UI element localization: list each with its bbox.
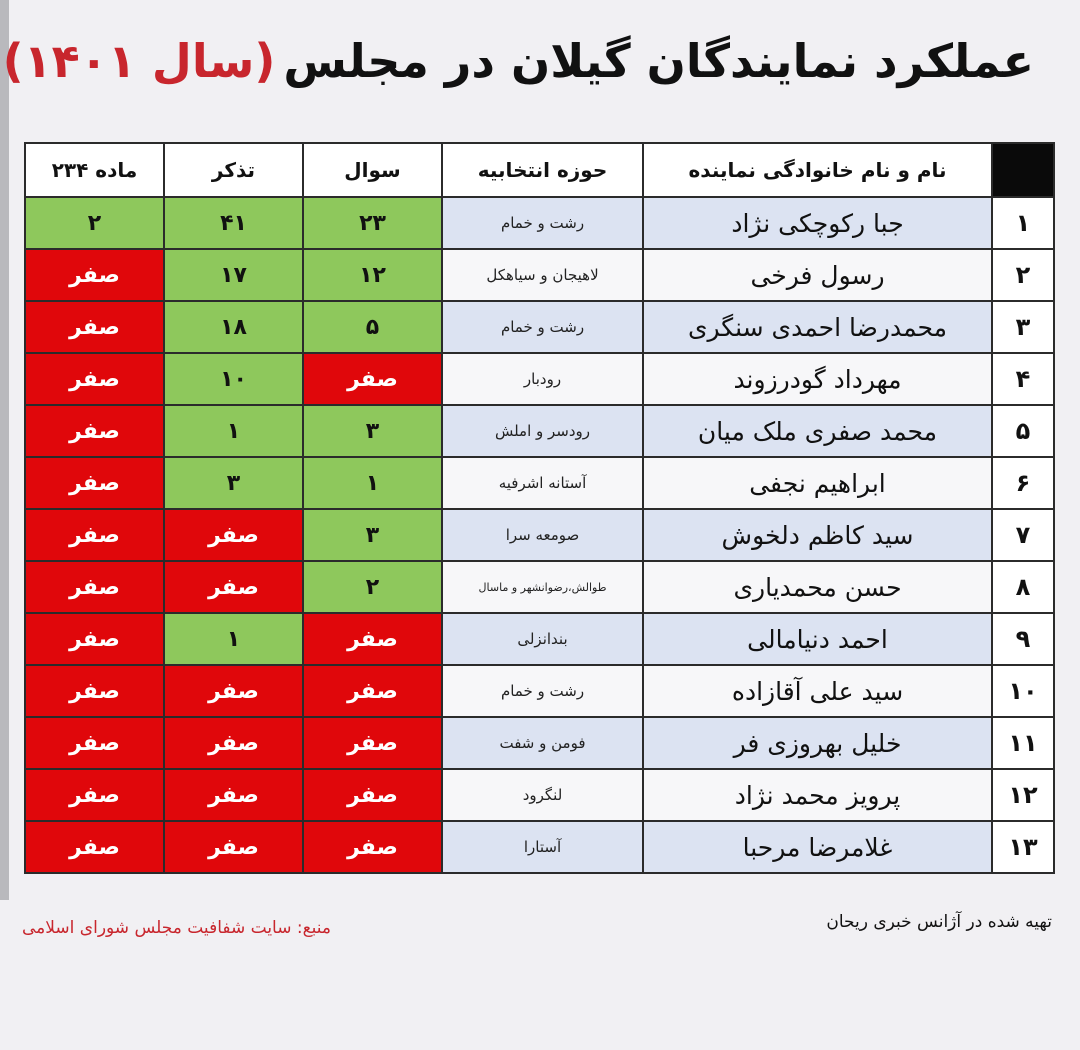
warning-cell: ۱۰: [164, 353, 303, 405]
row-number: ۱۰: [992, 665, 1054, 717]
article-234-cell: صفر: [25, 457, 164, 509]
district-cell: رشت و خمام: [442, 665, 643, 717]
row-number: ۶: [992, 457, 1054, 509]
representative-name: جبا رکوچکی نژاد: [643, 197, 992, 249]
title-main: عملکرد نمایندگان گیلان در مجلس: [283, 34, 1034, 88]
question-cell: ۳: [303, 405, 442, 457]
representative-name: محمدرضا احمدی سنگری: [643, 301, 992, 353]
question-cell: صفر: [303, 353, 442, 405]
row-number: ۱: [992, 197, 1054, 249]
article-234-cell: صفر: [25, 405, 164, 457]
row-number: ۴: [992, 353, 1054, 405]
district-cell: فومن و شفت: [442, 717, 643, 769]
left-edge-bar: [0, 0, 9, 900]
representative-name: ابراهیم نجفی: [643, 457, 992, 509]
article-234-cell: ۲: [25, 197, 164, 249]
question-cell: ۱: [303, 457, 442, 509]
warning-cell: صفر: [164, 665, 303, 717]
district-cell: رودبار: [442, 353, 643, 405]
article-234-cell: صفر: [25, 717, 164, 769]
article-234-cell: صفر: [25, 509, 164, 561]
question-cell: ۵: [303, 301, 442, 353]
row-number: ۱۱: [992, 717, 1054, 769]
district-cell: رشت و خمام: [442, 301, 643, 353]
table-row: [25, 821, 1054, 873]
table-row: [25, 353, 1054, 405]
district-cell: آستارا: [442, 821, 643, 873]
representative-name: احمد دنیامالی: [643, 613, 992, 665]
row-number: ۱۳: [992, 821, 1054, 873]
header-row: [25, 143, 1054, 197]
title-year: (سال ۱۴۰۱): [2, 34, 276, 88]
row-number: ۲: [992, 249, 1054, 301]
row-number: ۹: [992, 613, 1054, 665]
table-row: [25, 301, 1054, 353]
district-cell: آستانه اشرفیه: [442, 457, 643, 509]
article-234-cell: صفر: [25, 561, 164, 613]
article-234-cell: صفر: [25, 301, 164, 353]
district-cell: بندانزلی: [442, 613, 643, 665]
table-row: [25, 561, 1054, 613]
row-number: ۳: [992, 301, 1054, 353]
source-note: منبع: سایت شفافیت مجلس شورای اسلامی: [22, 918, 332, 938]
row-number: ۵: [992, 405, 1054, 457]
row-number: ۷: [992, 509, 1054, 561]
warning-cell: ۱: [164, 613, 303, 665]
district-cell: صومعه سرا: [442, 509, 643, 561]
district-cell: لنگرود: [442, 769, 643, 821]
article-234-cell: صفر: [25, 249, 164, 301]
district-cell: رشت و خمام: [442, 197, 643, 249]
question-cell: ۱۲: [303, 249, 442, 301]
article-234-cell: صفر: [25, 353, 164, 405]
warning-cell: ۱۸: [164, 301, 303, 353]
warning-cell: ۴۱: [164, 197, 303, 249]
district-cell: لاهیجان و سیاهکل: [442, 249, 643, 301]
article-234-cell: صفر: [25, 665, 164, 717]
representative-name: پرویز محمد نژاد: [643, 769, 992, 821]
article-234-cell: صفر: [25, 769, 164, 821]
article-234-cell: صفر: [25, 613, 164, 665]
table-row: [25, 405, 1054, 457]
district-cell: رودسر و املش: [442, 405, 643, 457]
warning-cell: صفر: [164, 717, 303, 769]
header-district: حوزه انتخابیه: [442, 143, 643, 197]
warning-cell: صفر: [164, 509, 303, 561]
representative-name: سید کاظم دلخوش: [643, 509, 992, 561]
table-row: [25, 769, 1054, 821]
header-warning: تذکر: [164, 143, 303, 197]
warning-cell: ۱: [164, 405, 303, 457]
representative-name: حسن محمدیاری: [643, 561, 992, 613]
warning-cell: ۳: [164, 457, 303, 509]
question-cell: ۲۳: [303, 197, 442, 249]
credit-note: تهیه شده در آژانس خبری ریحان: [826, 912, 1052, 932]
article-234-cell: صفر: [25, 821, 164, 873]
warning-cell: صفر: [164, 821, 303, 873]
warning-cell: صفر: [164, 769, 303, 821]
header-question: سوال: [303, 143, 442, 197]
representative-name: سید علی آقازاده: [643, 665, 992, 717]
question-cell: صفر: [303, 769, 442, 821]
row-number: ۱۲: [992, 769, 1054, 821]
question-cell: صفر: [303, 665, 442, 717]
district-cell: طوالش،رضوانشهر و ماسال: [442, 561, 643, 613]
row-number: ۸: [992, 561, 1054, 613]
header-article: ماده ۲۳۴: [25, 143, 164, 197]
header-name: نام و نام خانوادگی نماینده: [643, 143, 992, 197]
table-row: [25, 717, 1054, 769]
question-cell: ۲: [303, 561, 442, 613]
table-row: [25, 457, 1054, 509]
question-cell: صفر: [303, 821, 442, 873]
representative-name: رسول فرخی: [643, 249, 992, 301]
performance-table: [24, 142, 1055, 874]
question-cell: ۳: [303, 509, 442, 561]
header-corner: [992, 143, 1054, 197]
warning-cell: صفر: [164, 561, 303, 613]
warning-cell: ۱۷: [164, 249, 303, 301]
table-row: [25, 249, 1054, 301]
question-cell: صفر: [303, 717, 442, 769]
representative-name: خلیل بهروزی فر: [643, 717, 992, 769]
representative-name: مهرداد گودرزوند: [643, 353, 992, 405]
table-row: [25, 197, 1054, 249]
table-row: [25, 613, 1054, 665]
question-cell: صفر: [303, 613, 442, 665]
page-title: [2, 34, 1034, 88]
table-row: [25, 665, 1054, 717]
representative-name: محمد صفری ملک میان: [643, 405, 992, 457]
representative-name: غلامرضا مرحبا: [643, 821, 992, 873]
table-row: [25, 509, 1054, 561]
